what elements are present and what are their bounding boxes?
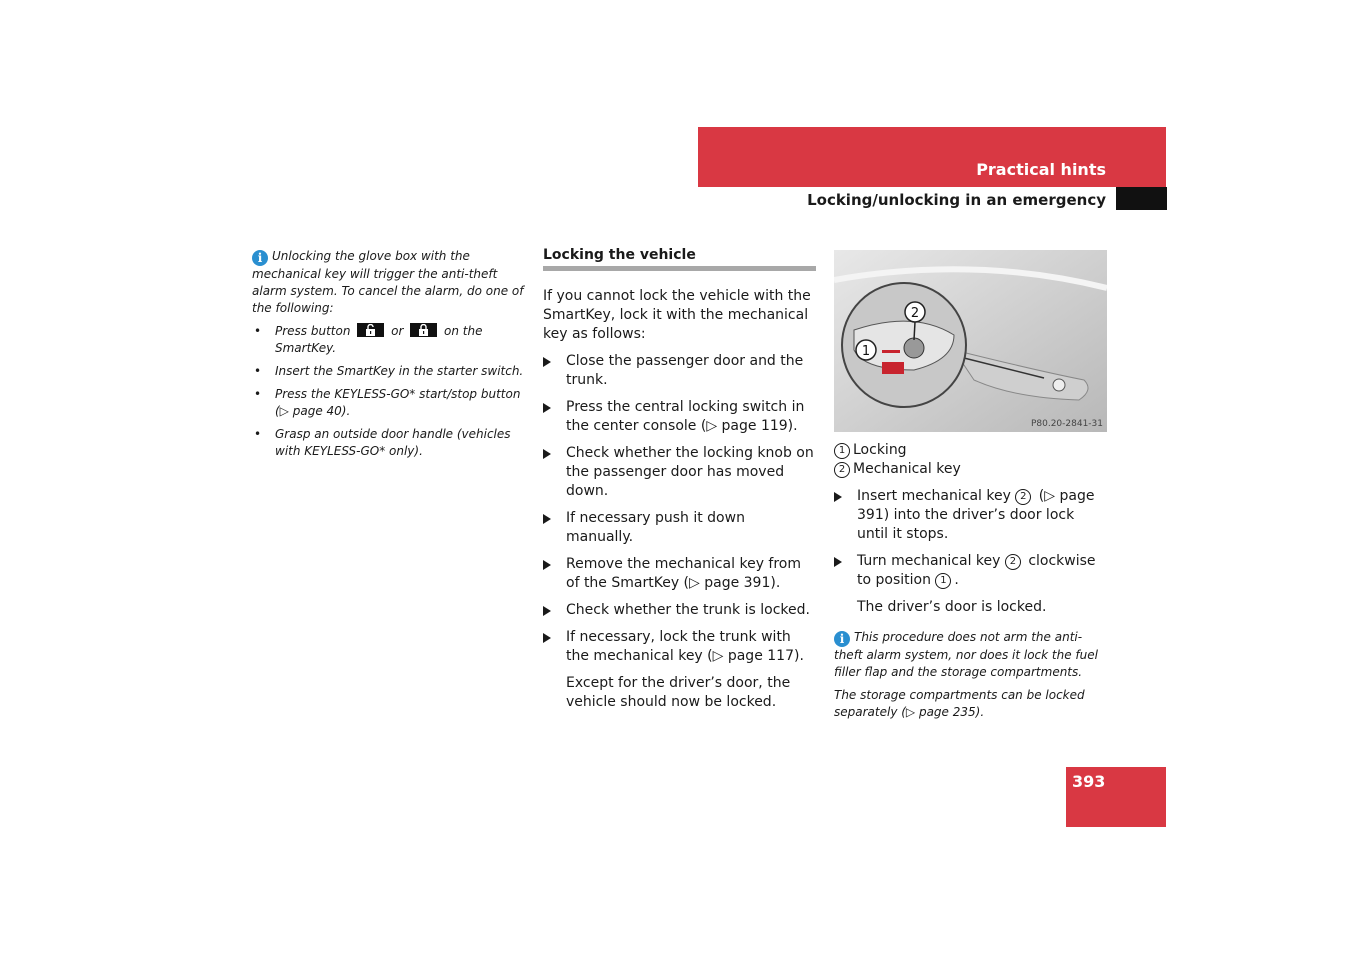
left-column bbox=[252, 248, 527, 460]
subsection-title: Locking/unlocking in an emergency bbox=[807, 191, 1106, 209]
door-lock-figure bbox=[834, 250, 1107, 432]
arrow-icon bbox=[543, 357, 551, 367]
storage-note: The storage compartments can be locked separately (▷ page 235). bbox=[834, 688, 1085, 719]
svg-text:1: 1 bbox=[861, 344, 871, 359]
arrow-icon bbox=[543, 633, 551, 643]
arrow-icon bbox=[543, 606, 551, 616]
step-item: Turn mechanical key 2 clockwise to position 1 . bbox=[834, 552, 1109, 590]
step-item: If necessary, lock the trunk with the mechanical key (▷ page 117). bbox=[543, 628, 816, 666]
step-item: Close the passenger door and the trunk. bbox=[543, 352, 816, 390]
list-item: • Press button or on the SmartKey. bbox=[254, 324, 483, 355]
arrow-icon bbox=[543, 403, 551, 413]
cancel-alarm-list bbox=[252, 323, 527, 460]
step-item: Check whether the locking knob on the passenger door has moved down. bbox=[543, 444, 816, 501]
list-item: • Insert the SmartKey in the starter switch. bbox=[254, 364, 524, 378]
locking-heading: Locking the vehicle bbox=[543, 245, 816, 271]
right-column bbox=[834, 250, 1109, 721]
arrow-icon bbox=[834, 492, 842, 502]
step-item: Remove the mechanical key from of the SmartKey (▷ page 391). bbox=[543, 555, 816, 593]
result-text: The driver’s door is locked. bbox=[857, 599, 1047, 615]
step-item: Check whether the trunk is locked. bbox=[543, 601, 816, 620]
arrow-icon bbox=[543, 560, 551, 570]
legend-item: 1 Locking bbox=[834, 441, 1109, 460]
arrow-icon bbox=[834, 557, 842, 567]
arrow-icon bbox=[543, 514, 551, 524]
result-text: Except for the driver’s door, the vehicle should now be locked. bbox=[566, 675, 791, 710]
info-icon: i bbox=[252, 250, 268, 266]
glovebox-note-text: Unlocking the glove box with the mechanical key will trigger the anti-theft alarm system. To cancel the alarm, do one of the following: bbox=[252, 249, 524, 315]
svg-text:2: 2 bbox=[910, 306, 920, 321]
figure-code: P80.20-2841-31 bbox=[1030, 419, 1103, 429]
legend-item: 2 Mechanical key bbox=[834, 460, 1109, 479]
lock-button-icon bbox=[410, 323, 437, 337]
alarm-note: i This procedure does not arm the anti-theft alarm system, nor does it lock the fuel filler flap and the storage compartments. bbox=[834, 630, 1098, 679]
step-item: If necessary push it down manually. bbox=[543, 509, 816, 547]
list-item: • Grasp an outside door handle (vehicles with KEYLESS-GO* only). bbox=[254, 427, 511, 458]
thumb-tab bbox=[1116, 187, 1167, 210]
list-item: • Press the KEYLESS-GO* start/stop button (▷ page 40). bbox=[254, 387, 521, 418]
arrow-icon bbox=[543, 449, 551, 459]
info-icon: i bbox=[834, 631, 850, 647]
step-item: Insert mechanical key 2 (▷ page 391) into the driver’s door lock until it stops. bbox=[834, 487, 1109, 544]
door-handle-illustration bbox=[834, 250, 1107, 432]
section-title: Practical hints bbox=[976, 160, 1106, 179]
glovebox-note bbox=[252, 248, 527, 317]
intro-text: If you cannot lock the vehicle with the SmartKey, lock it with the mechanical key as follows: bbox=[543, 288, 811, 342]
page-number: 393 bbox=[1072, 772, 1106, 791]
unlock-button-icon bbox=[357, 323, 384, 337]
middle-column bbox=[543, 245, 816, 712]
step-item: Press the central locking switch in the center console (▷ page 119). bbox=[543, 398, 816, 436]
